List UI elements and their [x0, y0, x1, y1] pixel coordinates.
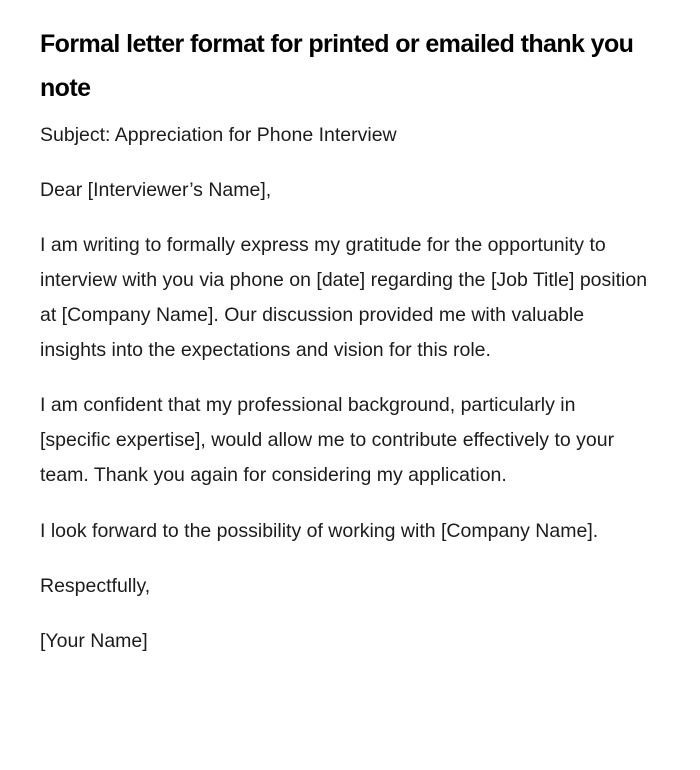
letter-subject: Subject: Appreciation for Phone Interview	[40, 124, 397, 146]
letter-paragraph: I am confident that my professional background, particularly in [specific expertise], would allow me to contribute effectively to your team. Thank you again for considering my application.	[40, 394, 615, 486]
letter-paragraph: I am writing to formally express my gratitude for the opportunity to interview with you via phone on [date] regarding the [Job Title] position at [Company Name]. Our discussion provided me with valuable insights into the expectations and vision for this role.	[40, 234, 648, 361]
letter-salutation: Dear [Interviewer’s Name],	[40, 179, 272, 201]
letter-document	[40, 22, 648, 659]
letter-closing: Respectfully,	[40, 575, 151, 597]
letter-paragraph: I look forward to the possibility of working with [Company Name].	[40, 520, 599, 542]
letter-signature: [Your Name]	[40, 630, 148, 652]
document-title: Formal letter format for printed or emailed thank you note	[40, 30, 634, 102]
